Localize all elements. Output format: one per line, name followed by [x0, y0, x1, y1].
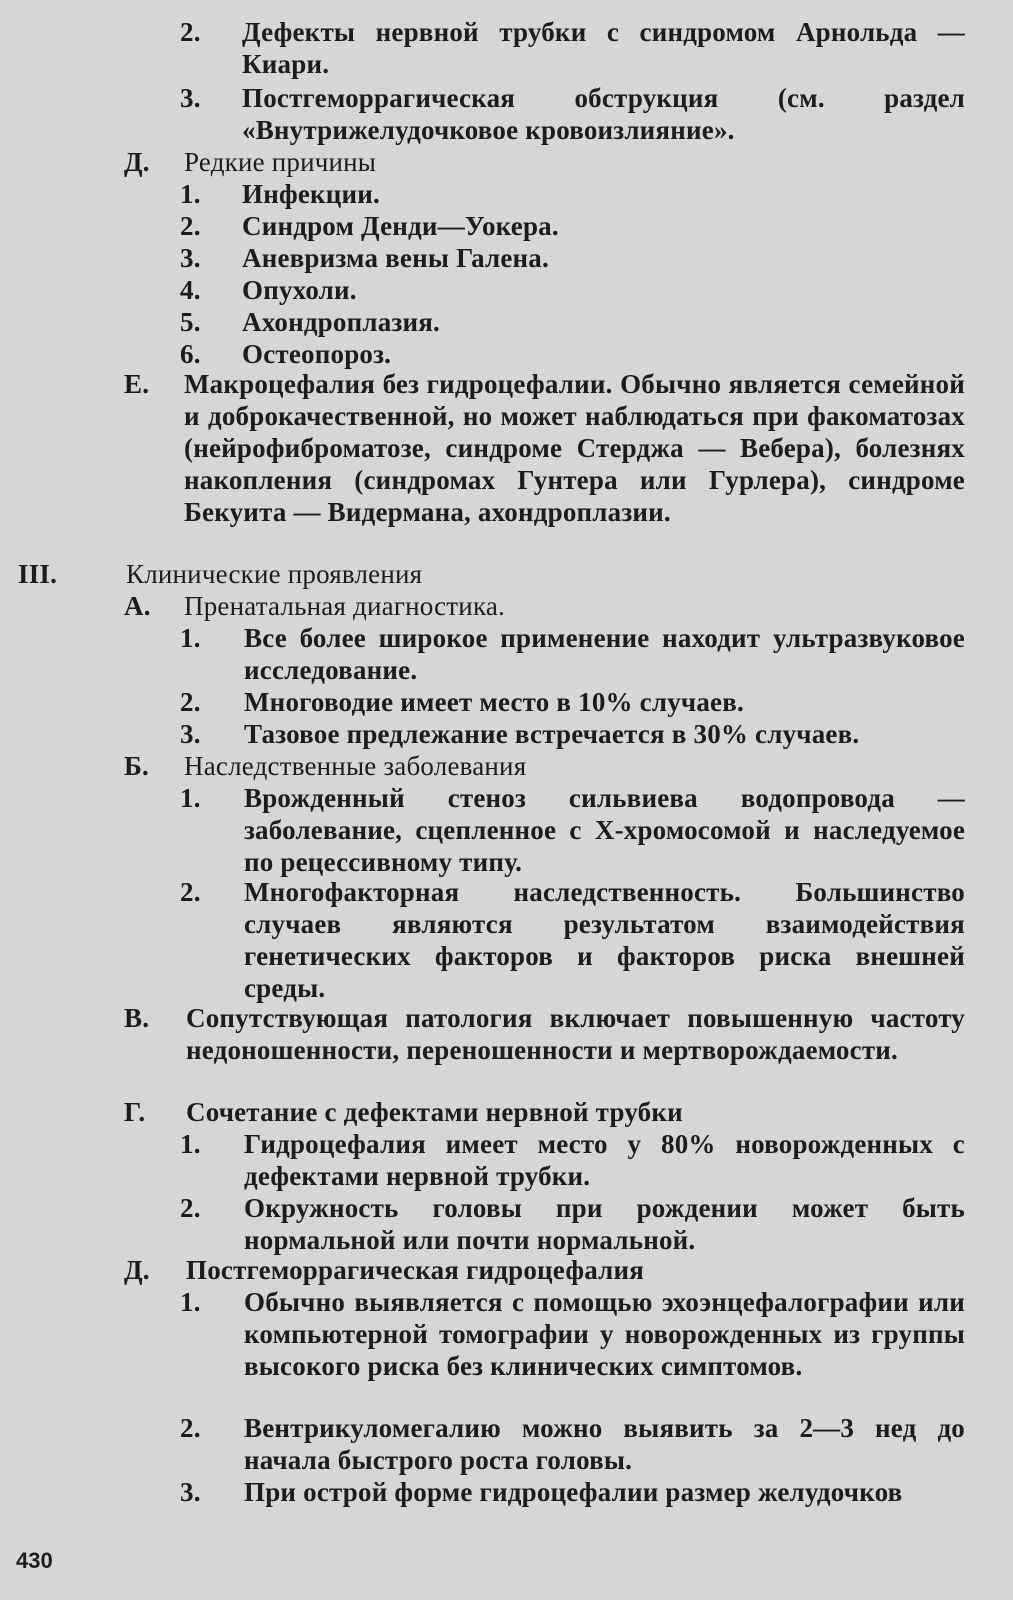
item-marker: 2.	[180, 211, 201, 241]
item-marker: Е.	[124, 369, 150, 399]
item-marker: 2.	[180, 877, 201, 907]
list-item	[180, 16, 965, 80]
list-item	[124, 146, 965, 178]
item-marker: 1.	[180, 179, 201, 209]
list-item	[180, 876, 965, 1004]
item-text: Наследственные заболевания	[184, 751, 527, 781]
item-marker: 3.	[180, 243, 201, 273]
list-item	[124, 750, 613, 782]
item-marker: 6.	[180, 339, 201, 369]
list-item	[180, 242, 593, 274]
item-text: Редкие причины	[184, 147, 377, 177]
item-marker: 2.	[180, 1413, 201, 1443]
item-text: Ахондроплазия.	[242, 307, 440, 337]
item-text: Сопутствующая патология включает повышенную частоту недоношенности, переношенности и мертворождаемости.	[186, 1003, 965, 1065]
item-text: Постгеморрагическая обструкция (см. раздел «Внутрижелудочковое кровоизлияние».	[242, 83, 965, 145]
item-text: Остеопороз.	[242, 339, 392, 369]
item-text: Вентрикуломегалию можно выявить за 2—3 нед до начала быстрого роста головы.	[244, 1413, 965, 1475]
item-marker: 4.	[180, 275, 201, 305]
list-item	[18, 558, 653, 590]
item-text: Окружность головы при рождении может быть нормальной или почти нормальной.	[244, 1193, 965, 1255]
list-item	[180, 338, 453, 370]
list-item	[180, 1128, 965, 1192]
item-marker: Б.	[124, 751, 150, 781]
list-item	[180, 274, 413, 306]
item-marker: 2.	[180, 687, 201, 717]
item-marker: А.	[124, 591, 151, 621]
item-marker: 3.	[180, 1477, 201, 1507]
item-marker: Г.	[124, 1097, 146, 1127]
item-marker: 5.	[180, 307, 201, 337]
item-marker: 1.	[180, 623, 201, 653]
item-text: Дефекты нервной трубки с синдромом Арнольда — Киари.	[242, 17, 965, 79]
item-marker: 1.	[180, 783, 201, 813]
item-text: Опухоли.	[242, 275, 357, 305]
list-item	[180, 1476, 965, 1508]
item-text: При острой форме гидроцефалии размер желудочков	[244, 1477, 903, 1507]
list-item	[180, 1412, 965, 1476]
item-marker: 2.	[180, 1193, 201, 1223]
item-text: Инфекции.	[242, 179, 380, 209]
item-text: Многофакторная наследственность. Большинство случаев являются результатом взаимодействия генетических факторов и факторов риска внешней среды.	[244, 877, 965, 1003]
list-item	[180, 306, 473, 338]
item-marker: Д.	[124, 147, 150, 177]
item-marker: Д.	[124, 1255, 150, 1285]
list-item	[180, 210, 593, 242]
item-text: Тазовое предлежание встречается в 30% случаев.	[244, 719, 860, 749]
item-text: Обычно выявляется с помощью эхоэнцефалографии или компьютерной томографии у новорожденных из группы высокого риска без клинических симптомов.	[244, 1287, 965, 1381]
item-marker: III.	[18, 559, 58, 589]
item-marker: 2.	[180, 17, 201, 47]
list-item	[124, 1096, 773, 1128]
list-item	[180, 1192, 965, 1256]
list-item	[180, 782, 965, 878]
item-text: Многоводие имеет место в 10% случаев.	[244, 687, 744, 717]
list-item	[180, 718, 965, 750]
list-item	[180, 1286, 965, 1382]
list-item	[180, 178, 393, 210]
list-item	[180, 686, 853, 718]
item-marker: 3.	[180, 719, 201, 749]
list-item	[124, 1254, 713, 1286]
item-text: Аневризма вены Галена.	[242, 243, 549, 273]
list-item	[124, 1002, 965, 1066]
item-text: Синдром Денди—Уокера.	[242, 211, 559, 241]
item-text: Сочетание с дефектами нервной трубки	[186, 1097, 683, 1127]
item-text: Все более широкое применение находит ультразвуковое исследование.	[244, 623, 965, 685]
item-text: Клинические проявления	[126, 559, 423, 589]
list-item	[180, 82, 965, 146]
item-text: Врожденный стеноз сильвиева водопровода — заболевание, сцепленное с X-хромосомой и наследуемое по рецессивному типу.	[244, 783, 965, 877]
item-text: Постгеморрагическая гидроцефалия	[186, 1255, 645, 1285]
item-marker: 1.	[180, 1287, 201, 1317]
item-marker: 1.	[180, 1129, 201, 1159]
item-text: Пренатальная диагностика.	[184, 591, 505, 621]
list-item	[124, 368, 965, 528]
item-marker: 3.	[180, 83, 201, 113]
item-text: Макроцефалия без гидроцефалии. Обычно является семейной и доброкачественной, но может наблюдаться при факоматозах (нейрофиброматозе, синдроме Стерджа — Вебера), болезнях накопления (синдромах Гунтера или Гурлера), синдроме Бекуита — Видермана, ахондроплазии.	[184, 369, 965, 527]
list-item	[124, 590, 593, 622]
item-text: Гидроцефалия имеет место у 80% новорожденных с дефектами нервной трубки.	[244, 1129, 965, 1191]
page-number: 430	[16, 1548, 53, 1573]
item-marker: В.	[124, 1003, 150, 1033]
list-item	[180, 622, 965, 686]
